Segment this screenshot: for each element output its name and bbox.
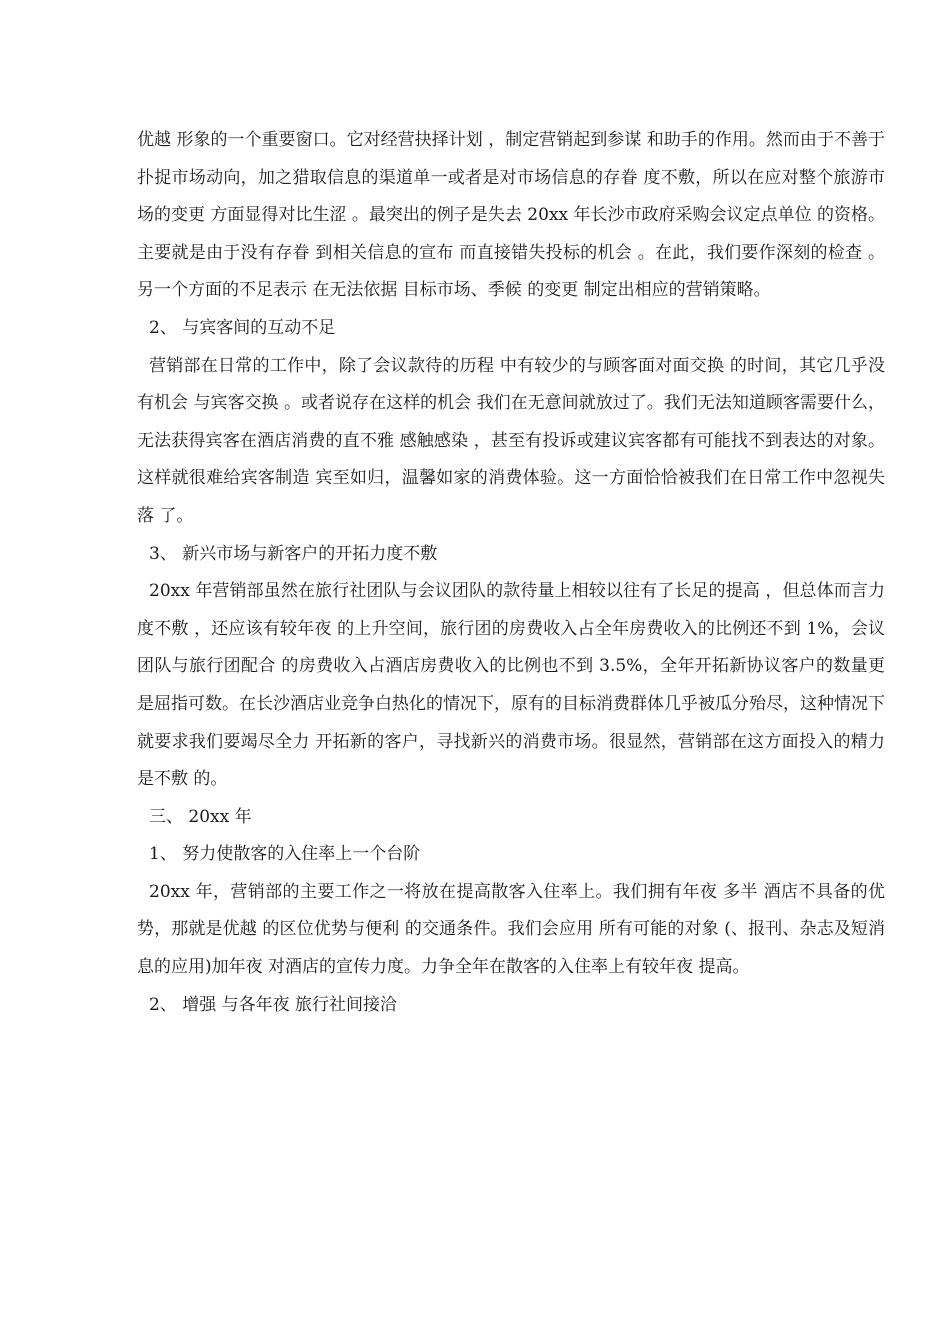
- paragraph-body-1: 优越 形象的一个重要窗口。它对经营抉择计划 ，制定营销起到参谋 和助手的作用。然而由于不善于扑捉市场动向，加之猎取信息的渠道单一或者是对市场信息的存眷 度不敷，所以在应对整个旅游市场的变更 方面显得对比生涩 。最突出的例子是失去 20xx 年长沙市政府采购会议定点单位 的资格。主要就是由于没有存眷 到相关信息的宣布 而直接错失投标的机会 。在此，我们要作深刻的检查 。另一个方面的不足表示 在无法依据 目标市场、季候 的变更 制定出相应的营销策略。: [137, 130, 885, 301]
- chapter-heading-year: 三、 20xx 年: [149, 806, 252, 827]
- paragraph-walk-in-guests: 20xx 年，营销部的主要工作之一将放在提高散客入住率上。我们拥有年夜 多半 酒店不具备的优势，那就是优越 的区位优势与便利 的交通条件。我们会应用 所有可能的对象 (、报刊、杂志及短消息的应用)加年夜 对酒店的宣传力度。力争全年在散客的入住率上有较年夜 提高。: [137, 881, 885, 978]
- section-heading-walk-in-guests: 1、 努力使散客的入住率上一个台阶: [149, 844, 421, 865]
- section-heading-interaction: 2、 与宾客间的互动不足: [149, 317, 336, 338]
- paragraph-new-market: 20xx 年营销部虽然在旅行社团队与会议团队的款待量上相较以往有了长足的提高 ，但总体而言力度不敷 ，还应该有较年夜 的上升空间，旅行团的房费收入占全年房费收入的比例还不到 1%，会议团队与旅行团配合 的房费收入占酒店房费收入的比例也不到 3.5%，全年开拓新协议客户的数量更是屈指可数。在长沙酒店业竞争白热化的情况下，原有的目标消费群体几乎被瓜分殆尽，这种情况下就要求我们要竭尽全力 开拓新的客户，寻找新兴的消费市场。很显然，营销部在这方面投入的精力 是不敷 的。: [137, 581, 885, 790]
- paragraph-interaction: 营销部在日常的工作中，除了会议款待的历程 中有较少的与顾客面对面交换 的时间，其它几乎没有机会 与宾客交换 。或者说存在这样的机会 我们在无意间就放过了。我们无法知道顾客需要什么，无法获得宾客在酒店消费的直不雅 感触感染 ，甚至有投诉或建议宾客都有可能找不到表达的对象。这样就很难给宾客制造 宾至如归，温馨如家的消费体验。这一方面恰恰被我们在日常工作中忽视失落 了。: [137, 355, 885, 526]
- document-body: [137, 122, 885, 1024]
- section-heading-new-market: 3、 新兴市场与新客户的开拓力度不敷: [149, 543, 438, 564]
- section-heading-travel-agencies: 2、 增强 与各年夜 旅行社间接洽: [149, 994, 398, 1015]
